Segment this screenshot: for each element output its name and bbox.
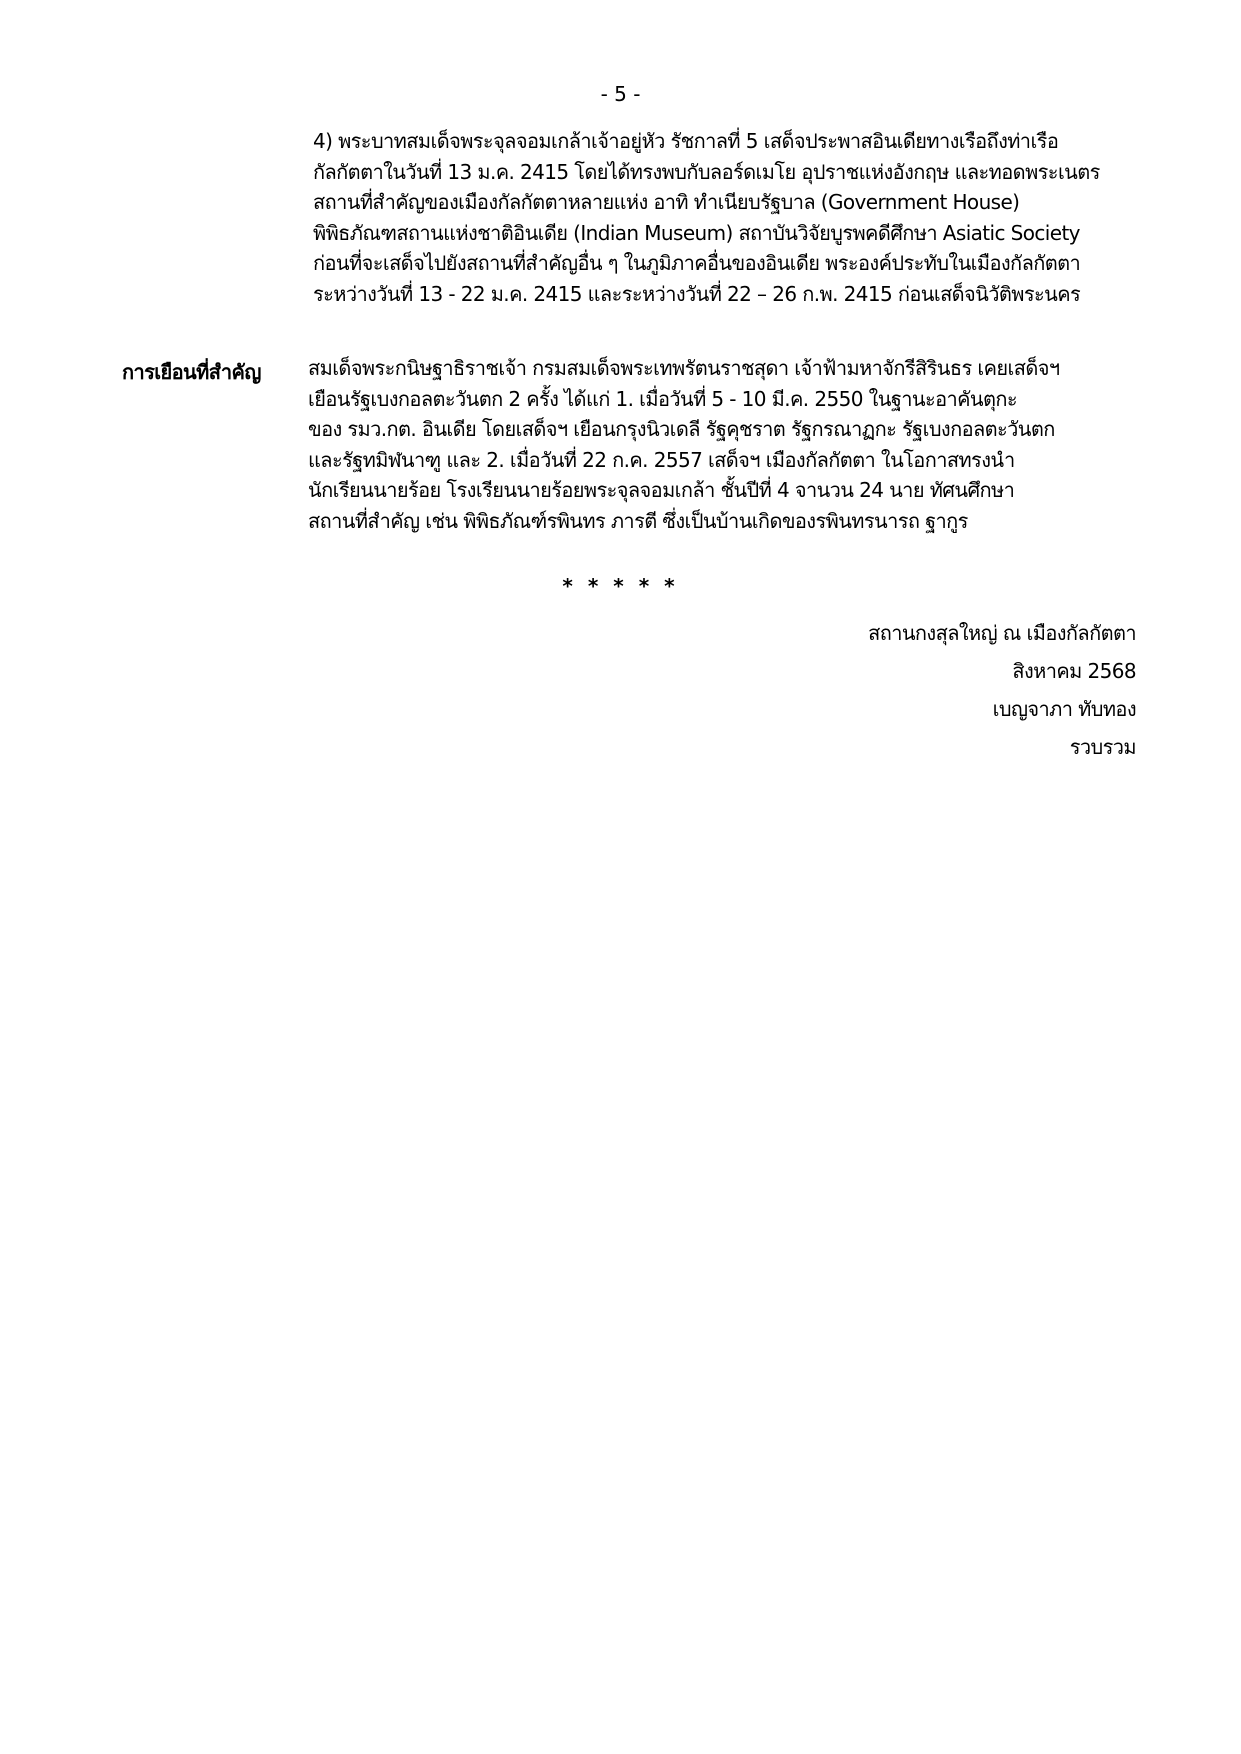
paragraph-line: 4) พระบาทสมเด็จพระจุลจอมเกล้าเจ้าอยู่หัว รัชกาลที่ 5 เสด็จประพาสอินเดียทางเรือถึงท่าเรือ: [313, 129, 1059, 153]
paragraph-line: พิพิธภัณฑสถานแห่งชาติอินเดีย (Indian Museum) สถาบันวิจัยบูรพคดีศึกษา Asiatic Society: [313, 220, 1080, 245]
paragraph-line: กัลกัตตาในวันที่ 13 ม.ค. 2415 โดยได้ทรงพบกับลอร์ดเมโย อุปราชแห่งอังกฤษ และทอดพระเนตร: [313, 159, 1100, 184]
signature-name: เบญจาภา ทับทอง: [992, 697, 1136, 721]
section-heading-important-visits: การเยือนที่สำคัญ: [122, 360, 261, 384]
paragraph-line: สมเด็จพระกนิษฐาธิราชเจ้า กรมสมเด็จพระเทพรัตนราชสุดา เจ้าฟ้ามหาจักรีสิรินธร เคยเสด็จฯ: [308, 356, 1060, 380]
section-separator: * * * * *: [562, 574, 679, 598]
paragraph-line: ระหว่างวันที่ 13 - 22 ม.ค. 2415 และระหว่างวันที่ 22 – 26 ก.พ. 2415 ก่อนเสด็จนิวัติพระนคร: [313, 281, 1081, 306]
paragraph-line: สถานที่สำคัญของเมืองกัลกัตตาหลายแห่ง อาทิ ทำเนียบรัฐบาล (Government House): [313, 190, 1020, 214]
paragraph-line: สถานที่สำคัญ เช่น พิพิธภัณฑ์รพินทร ภารตี ซึ่งเป็นบ้านเกิดของรพินทรนารถ ฐากูร: [308, 508, 968, 533]
signature-date: สิงหาคม 2568: [1012, 659, 1136, 683]
paragraph-line: เยือนรัฐเบงกอลตะวันตก 2 ครั้ง ได้แก่ 1. เมื่อวันที่ 5 - 10 มี.ค. 2550 ในฐานะอาคันตุกะ: [308, 386, 1018, 411]
item-4-paragraph: [313, 126, 1173, 309]
page-number: - 5 -: [600, 82, 641, 106]
paragraph-line: ของ รมว.กต. อินเดีย โดยเสด็จฯ เยือนกรุงนิวเดลี รัฐคุชราต รัฐกรณาฏกะ รัฐเบงกอลตะวันตก: [308, 417, 1055, 441]
paragraph-line: นักเรียนนายร้อย โรงเรียนนายร้อยพระจุลจอมเกล้า ชั้นปีที่ 4 จานวน 24 นาย ทัศนศึกษา: [308, 478, 1015, 502]
paragraph-line: ก่อนที่จะเสด็จไปยังสถานที่สำคัญอื่น ๆ ในภูมิภาคอื่นของอินเดีย พระองค์ประทับในเมืองกัลกัตตา: [313, 251, 1081, 275]
signature-block: [868, 614, 1136, 766]
signature-role: รวบรวม: [1069, 735, 1136, 759]
signature-organization: สถานกงสุลใหญ่ ณ เมืองกัลกัตตา: [868, 621, 1136, 645]
paragraph-line: และรัฐทมิฬนาฑู และ 2. เมื่อวันที่ 22 ก.ค. 2557 เสด็จฯ เมืองกัลกัตตา ในโอกาสทรงนำ: [308, 447, 1015, 472]
important-visits-paragraph: [308, 353, 1173, 536]
